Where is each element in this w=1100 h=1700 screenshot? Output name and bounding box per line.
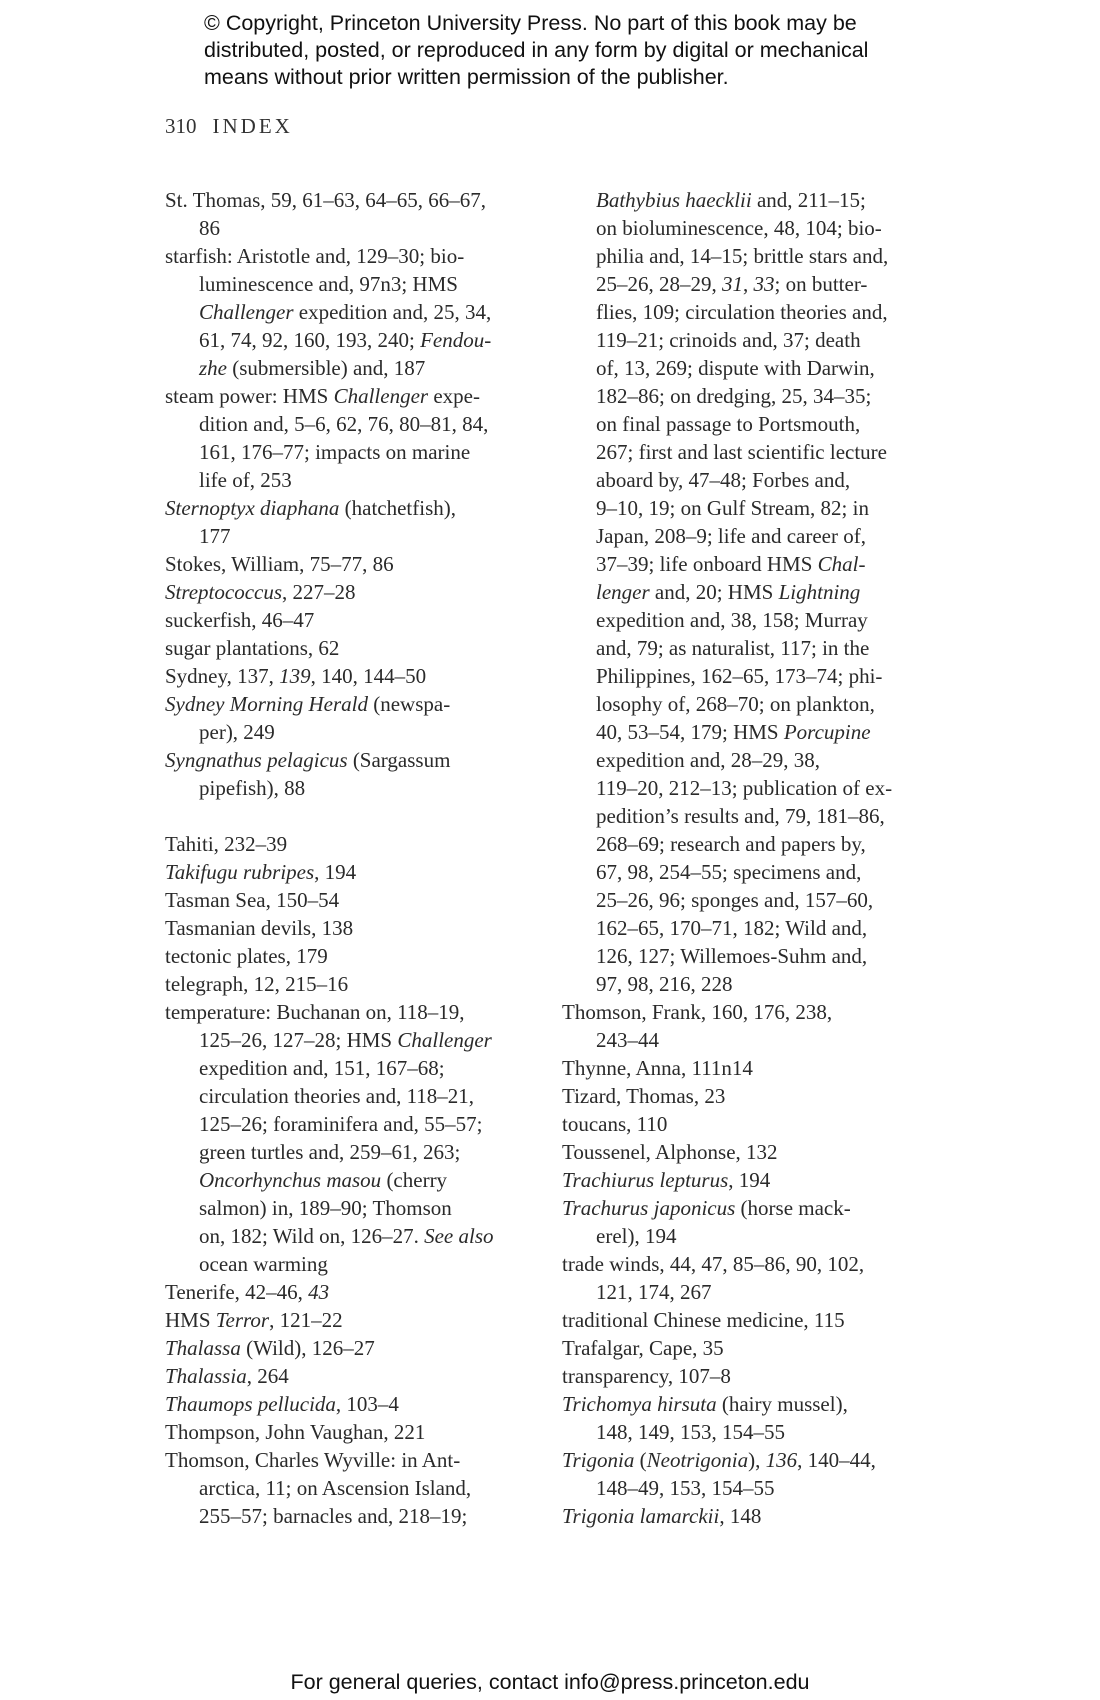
index-subentry-line [562, 522, 942, 550]
index-subentry-line [165, 410, 540, 438]
entry-text: trade winds, 44, 47, 85–86, 90, 102, [562, 1252, 865, 1276]
entry-text: luminescence and, 97n3; HMS [199, 272, 458, 296]
entry-text: 126, 127; Willemoes-Suhm and, [596, 944, 868, 968]
index-subentry-line [562, 662, 942, 690]
index-entry-line [562, 1082, 942, 1110]
entry-text: dition and, 5–6, 62, 76, 80–81, 84, [199, 412, 489, 436]
index-subentry-line [165, 1166, 540, 1194]
index-entry-line [165, 634, 540, 662]
italic-text: Sternoptyx diaphana [165, 496, 340, 520]
entry-text: Stokes, William, 75–77, 86 [165, 552, 394, 576]
italic-text: See also [424, 1224, 494, 1248]
section-title: INDEX [212, 114, 293, 138]
entry-text: 119–20, 212–13; publication of ex- [596, 776, 893, 800]
entry-text: 148, 149, 153, 154–55 [596, 1420, 785, 1444]
index-entry-line [562, 1502, 942, 1530]
entry-text: pedition’s results and, 79, 181–86, [596, 804, 885, 828]
index-subentry-line [165, 326, 540, 354]
index-entry-line [562, 1166, 942, 1194]
index-subentry-line [562, 606, 942, 634]
index-subentry-line [562, 858, 942, 886]
entry-text: pipefish), 88 [199, 776, 306, 800]
index-subentry-line [562, 1026, 942, 1054]
italic-text: Takifugu rubripes [165, 860, 315, 884]
index-subentry-line [562, 690, 942, 718]
entry-text: sugar plantations, 62 [165, 636, 340, 660]
copyright-line: distributed, posted, or reproduced in any form by digital or mechanical [204, 38, 869, 62]
italic-text: Oncorhynchus masou [199, 1168, 382, 1192]
entry-text: tectonic plates, 179 [165, 944, 328, 968]
index-subentry-line [562, 914, 942, 942]
entry-text: life of, 253 [199, 468, 292, 492]
index-subentry-line [562, 774, 942, 802]
italic-text: 31 [722, 272, 743, 296]
entry-text: telegraph, 12, 215–16 [165, 972, 349, 996]
index-entry-line [562, 1390, 942, 1418]
entry-text: transparency, 107–8 [562, 1364, 731, 1388]
italic-text: 33 [753, 272, 775, 296]
entry-text: salmon) in, 189–90; Thomson [199, 1196, 452, 1220]
italic-text: Trachurus japonicus [562, 1196, 736, 1220]
entry-text: 25–26, 28–29, [596, 272, 722, 296]
italic-text: Lightning [778, 580, 861, 604]
index-subentry-line [562, 466, 942, 494]
entry-text: Thompson, John Vaughan, 221 [165, 1420, 426, 1444]
entry-text: Trafalgar, Cape, 35 [562, 1336, 724, 1360]
entry-text: and, 20; HMS [649, 580, 779, 604]
entry-text: starfish: Aristotle and, 129–30; bio- [165, 244, 465, 268]
index-entry-line [165, 1362, 540, 1390]
index-subentry-line [562, 1418, 942, 1446]
index-subentry-line [165, 354, 540, 382]
italic-text: Trichomya hirsuta [562, 1392, 717, 1416]
index-subentry-line [165, 522, 540, 550]
index-subentry-line [562, 886, 942, 914]
italic-text: Thalassia [165, 1364, 247, 1388]
index-subentry-line [562, 942, 942, 970]
index-entry-line [562, 1306, 942, 1334]
index-entry-line [165, 858, 540, 886]
index-entry-line [562, 1110, 942, 1138]
index-entry-line [165, 382, 540, 410]
index-subentry-line [165, 774, 540, 802]
index-entry-line [165, 1390, 540, 1418]
entry-text: , 148 [719, 1504, 762, 1528]
index-entry-line [562, 1334, 942, 1362]
entry-text: on bioluminescence, 48, 104; bio- [596, 216, 882, 240]
index-subentry-line [562, 354, 942, 382]
entry-text: expe- [428, 384, 480, 408]
entry-text: losophy of, 268–70; on plankton, [596, 692, 875, 716]
entry-text: (hatchetfish), [339, 496, 457, 520]
entry-text: , 140–44, [797, 1448, 876, 1472]
entry-text: (Wild), 126–27 [240, 1336, 375, 1360]
index-entry-line [165, 550, 540, 578]
italic-text: 136 [765, 1448, 798, 1472]
italic-text: lenger [596, 580, 650, 604]
entry-text: traditional Chinese medicine, 115 [562, 1308, 845, 1332]
index-subentry-line [165, 1222, 540, 1250]
entry-text: , 227–28 [282, 580, 356, 604]
entry-text: Toussenel, Alphonse, 132 [562, 1140, 778, 1164]
index-column-left [165, 186, 540, 1530]
index-entry-line [165, 242, 540, 270]
entry-text: on, 182; Wild on, 126–27. [199, 1224, 425, 1248]
italic-text: Challenger [199, 300, 294, 324]
entry-text: erel), 194 [596, 1224, 677, 1248]
index-subentry-line [562, 746, 942, 774]
italic-text: 139 [279, 664, 311, 688]
index-subentry-line [165, 438, 540, 466]
index-entry-line [562, 1054, 942, 1082]
index-subentry-line [562, 214, 942, 242]
index-subentry-line [165, 1194, 540, 1222]
index-subentry-line [562, 970, 942, 998]
italic-text: Thaumops pellucida [165, 1392, 336, 1416]
italic-text: Terror [215, 1308, 270, 1332]
entry-text: green turtles and, 259–61, 263; [199, 1140, 461, 1164]
entry-text: 61, 74, 92, 160, 193, 240; [199, 328, 421, 352]
italic-text: Thalassa [165, 1336, 241, 1360]
entry-text: , 103–4 [335, 1392, 399, 1416]
entry-text: Thynne, Anna, 111n14 [562, 1056, 753, 1080]
index-subentry-line [562, 242, 942, 270]
copyright-line: © Copyright, Princeton University Press. No part of this book may be [204, 11, 857, 35]
entry-text: 268–69; research and papers by, [596, 832, 866, 856]
entry-text: St. Thomas, 59, 61–63, 64–65, 66–67, [165, 188, 487, 212]
entry-text: Tahiti, 232–39 [165, 832, 288, 856]
index-entry-line [165, 1306, 540, 1334]
index-column-right [562, 186, 942, 1530]
entry-text: 148–49, 153, 154–55 [596, 1476, 775, 1500]
entry-text: 37–39; life onboard HMS [596, 552, 818, 576]
index-entry-line [562, 1250, 942, 1278]
entry-text: expedition and, 38, 158; Murray [596, 608, 868, 632]
running-head [165, 114, 293, 139]
index-subentry-line [165, 1082, 540, 1110]
index-entry-line [165, 606, 540, 634]
index-entry-line [165, 690, 540, 718]
index-subentry-line [562, 550, 942, 578]
index-entry-line [165, 494, 540, 522]
copyright-notice [204, 10, 1024, 91]
index-subentry-line [165, 1026, 540, 1054]
entry-text: expedition and, 25, 34, [293, 300, 492, 324]
entry-text: 267; first and last scientific lecture [596, 440, 887, 464]
index-entry-line [165, 1446, 540, 1474]
entry-text: 119–21; crinoids and, 37; death [596, 328, 861, 352]
entry-text: Tizard, Thomas, 23 [562, 1084, 726, 1108]
italic-text: Trigonia lamarckii [562, 1504, 720, 1528]
entry-text: , 121–22 [269, 1308, 343, 1332]
entry-text: Thomson, Frank, 160, 176, 238, [562, 1000, 833, 1024]
entry-text: of, 13, 269; dispute with Darwin, [596, 356, 875, 380]
index-entry-line [165, 578, 540, 606]
entry-text: 182–86; on dredging, 25, 34–35; [596, 384, 872, 408]
index-subentry-line [562, 186, 942, 214]
index-entry-line [165, 998, 540, 1026]
entry-text: , 194 [728, 1168, 771, 1192]
entry-text: 161, 176–77; impacts on marine [199, 440, 471, 464]
index-entry-line [165, 186, 540, 214]
entry-text: Thomson, Charles Wyville: in Ant- [165, 1448, 461, 1472]
entry-text: Japan, 208–9; life and career of, [596, 524, 866, 548]
index-entry-line [165, 886, 540, 914]
index-entry-line [165, 942, 540, 970]
entry-text: Tasmanian devils, 138 [165, 916, 354, 940]
entry-text: 25–26, 96; sponges and, 157–60, [596, 888, 874, 912]
index-subentry-line [562, 438, 942, 466]
entry-text: 67, 98, 254–55; specimens and, [596, 860, 862, 884]
entry-text: Sydney, 137, [165, 664, 280, 688]
index-entry-line [562, 1362, 942, 1390]
index-subentry-line [562, 298, 942, 326]
italic-text: Neotrigonia [646, 1448, 749, 1472]
entry-text: ocean warming [199, 1252, 328, 1276]
entry-text: temperature: Buchanan on, 118–19, [165, 1000, 465, 1024]
index-entry-line [562, 1138, 942, 1166]
entry-text: ), [748, 1448, 766, 1472]
entry-text: circulation theories and, 118–21, [199, 1084, 475, 1108]
index-entry-line [165, 662, 540, 690]
index-subentry-line [165, 214, 540, 242]
index-subentry-line [562, 718, 942, 746]
entry-text: Philippines, 162–65, 173–74; phi- [596, 664, 883, 688]
index-entry-line [562, 998, 942, 1026]
index-entry-line [562, 1194, 942, 1222]
index-entry-line [165, 970, 540, 998]
copyright-line: means without prior written permission of the publisher. [204, 65, 729, 89]
entry-text: , 194 [314, 860, 357, 884]
entry-text: , 140, 144–50 [310, 664, 427, 688]
letter-group-gap [165, 802, 540, 830]
italic-text: Chal- [817, 552, 866, 576]
entry-text: , 264 [246, 1364, 289, 1388]
italic-text: Trigonia [562, 1448, 635, 1472]
index-subentry-line [562, 578, 942, 606]
entry-text: (submersible) and, 187 [227, 356, 426, 380]
index-subentry-line [562, 410, 942, 438]
index-subentry-line [562, 830, 942, 858]
italic-text: Bathybius haecklii [596, 188, 752, 212]
index-subentry-line [165, 1054, 540, 1082]
entry-text: suckerfish, 46–47 [165, 608, 315, 632]
entry-text: (cherry [381, 1168, 448, 1192]
index-entry-line [165, 830, 540, 858]
index-entry-line [165, 746, 540, 774]
index-subentry-line [562, 494, 942, 522]
entry-text: per), 249 [199, 720, 275, 744]
entry-text: philia and, 14–15; brittle stars and, [596, 244, 889, 268]
index-subentry-line [165, 1502, 540, 1530]
entry-text: , [743, 272, 754, 296]
entry-text: 162–65, 170–71, 182; Wild and, [596, 916, 868, 940]
entry-text: 86 [199, 216, 220, 240]
index-subentry-line [562, 326, 942, 354]
italic-text: 43 [308, 1280, 330, 1304]
entry-text: 121, 174, 267 [596, 1280, 712, 1304]
entry-text: 243–44 [596, 1028, 659, 1052]
entry-text: and, 211–15; [751, 188, 866, 212]
entry-text: ( [634, 1448, 647, 1472]
entry-text: 255–57; barnacles and, 218–19; [199, 1504, 468, 1528]
entry-text: and, 79; as naturalist, 117; in the [596, 636, 870, 660]
italic-text: Sydney Morning Herald [165, 692, 368, 716]
entry-text: (horse mack- [735, 1196, 851, 1220]
entry-text: toucans, 110 [562, 1112, 668, 1136]
index-subentry-line [562, 382, 942, 410]
entry-text: on final passage to Portsmouth, [596, 412, 861, 436]
footer-contact: For general queries, contact info@press.princeton.edu [290, 1670, 810, 1694]
entry-text: flies, 109; circulation theories and, [596, 300, 888, 324]
italic-text: zhe [199, 356, 227, 380]
index-subentry-line [562, 802, 942, 830]
entry-text: aboard by, 47–48; Forbes and, [596, 468, 851, 492]
index-subentry-line [165, 1110, 540, 1138]
entry-text: (newspa- [367, 692, 451, 716]
entry-text: (Sargassum [347, 748, 451, 772]
entry-text: 125–26; foraminifera and, 55–57; [199, 1112, 483, 1136]
index-subentry-line [165, 718, 540, 746]
italic-text: Trachiurus lepturus [562, 1168, 729, 1192]
entry-text: 125–26, 127–28; HMS [199, 1028, 398, 1052]
index-subentry-line [165, 1250, 540, 1278]
index-entry-line [165, 1278, 540, 1306]
entry-text: (hairy mussel), [716, 1392, 848, 1416]
index-subentry-line [165, 270, 540, 298]
index-entry-line [165, 1418, 540, 1446]
index-subentry-line [165, 1138, 540, 1166]
index-subentry-line [562, 634, 942, 662]
entry-text: HMS [165, 1308, 216, 1332]
entry-text: steam power: HMS [165, 384, 334, 408]
italic-text: Challenger [397, 1028, 492, 1052]
entry-text: expedition and, 28–29, 38, [596, 748, 820, 772]
italic-text: Streptococcus [165, 580, 283, 604]
italic-text: Challenger [333, 384, 429, 408]
entry-text: ; on butter- [774, 272, 868, 296]
entry-text: 177 [199, 524, 231, 548]
page-number: 310 [165, 114, 197, 138]
index-entry-line [165, 914, 540, 942]
entry-text: 9–10, 19; on Gulf Stream, 82; in [596, 496, 869, 520]
entry-text: Tenerife, 42–46, [165, 1280, 309, 1304]
index-subentry-line [562, 270, 942, 298]
index-subentry-line [165, 1474, 540, 1502]
italic-text: Syngnathus pelagicus [165, 748, 348, 772]
index-subentry-line [562, 1222, 942, 1250]
entry-text: Tasman Sea, 150–54 [165, 888, 340, 912]
index-subentry-line [562, 1278, 942, 1306]
entry-text: expedition and, 151, 167–68; [199, 1056, 445, 1080]
index-entry-line [165, 1334, 540, 1362]
index-subentry-line [165, 298, 540, 326]
entry-text: arctica, 11; on Ascension Island, [199, 1476, 472, 1500]
index-subentry-line [165, 466, 540, 494]
index-subentry-line [562, 1474, 942, 1502]
italic-text: Porcupine [783, 720, 871, 744]
entry-text: 40, 53–54, 179; HMS [596, 720, 784, 744]
entry-text: 97, 98, 216, 228 [596, 972, 733, 996]
italic-text: Fendou- [420, 328, 492, 352]
index-entry-line [562, 1446, 942, 1474]
